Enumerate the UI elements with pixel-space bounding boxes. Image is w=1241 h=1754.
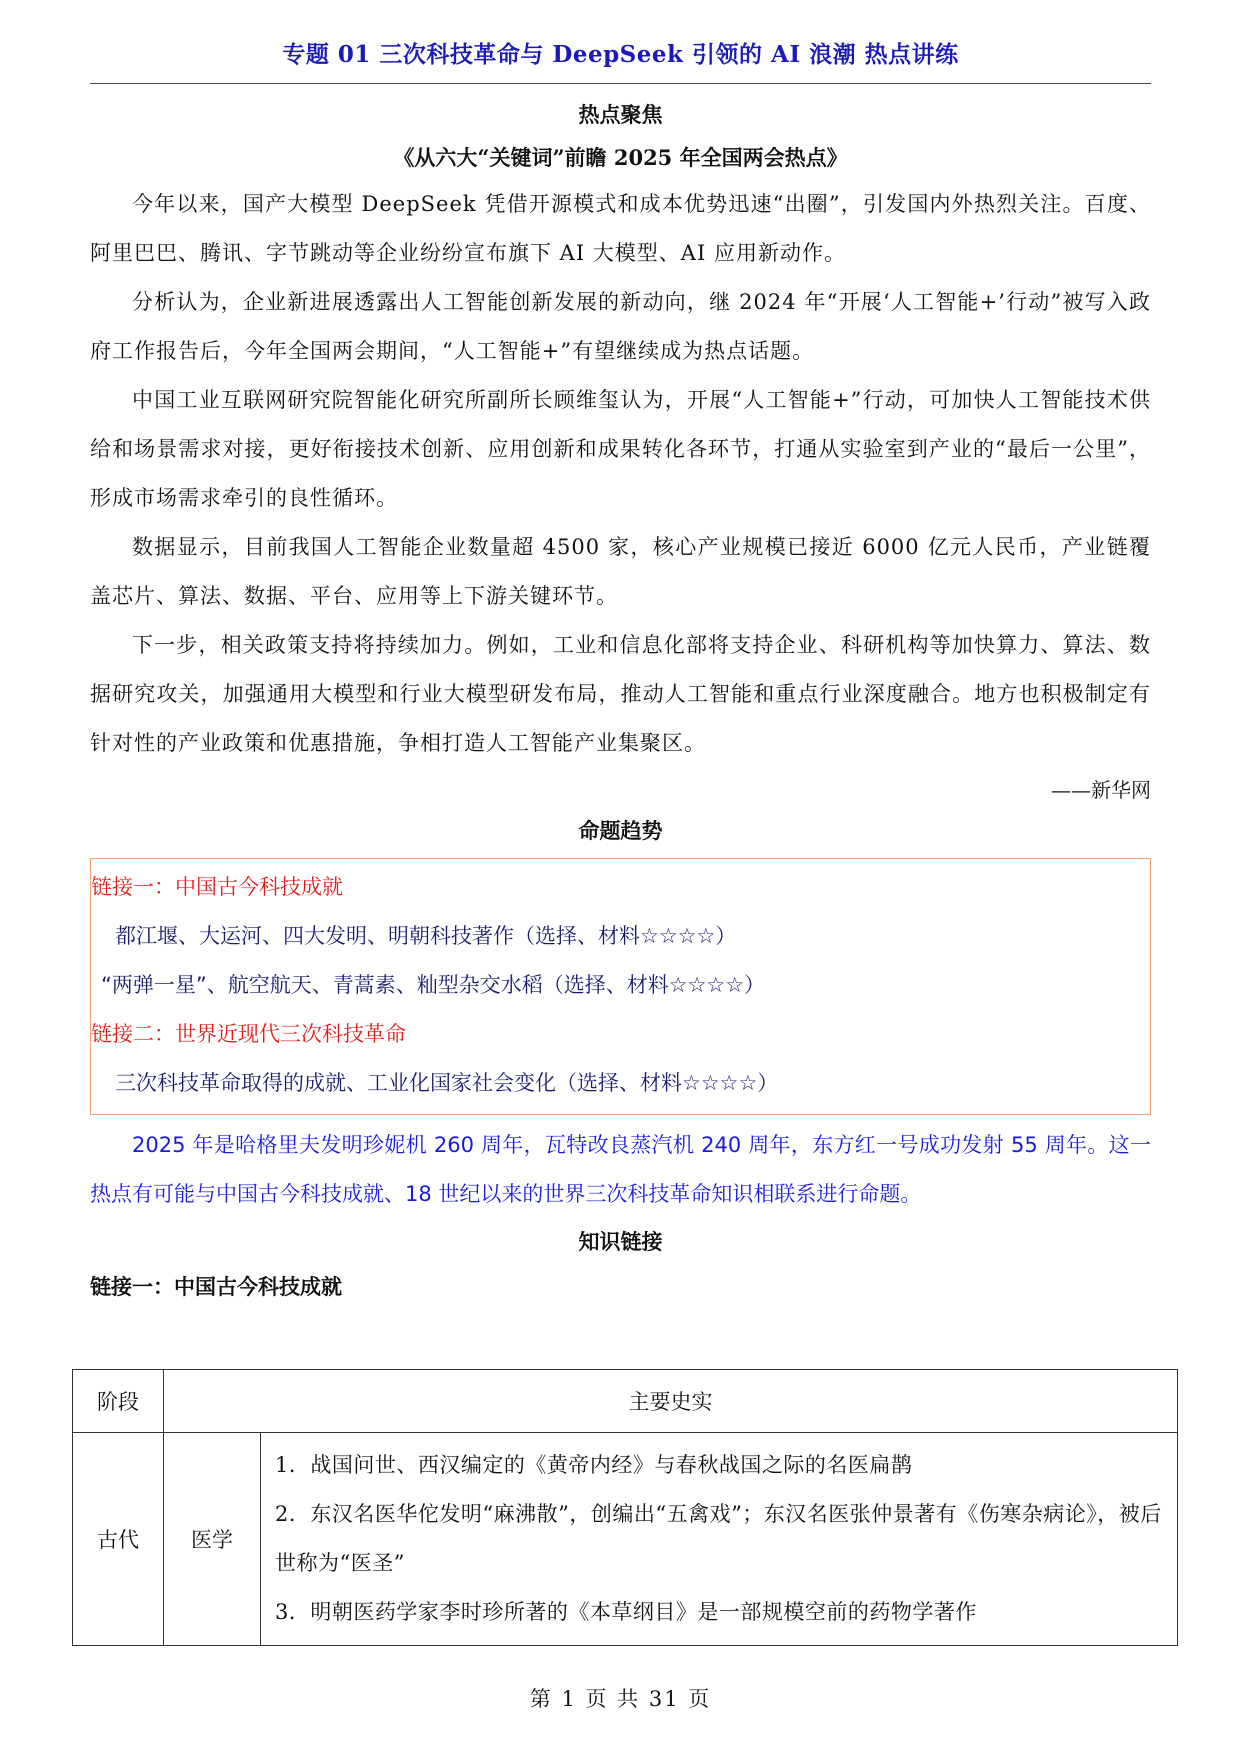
trend-link1-heading: 链接一：中国古今科技成就 [91,875,343,899]
table-header-facts: 主要史实 [164,1370,1178,1433]
table-cell-period: 古代 [73,1433,164,1646]
section-title-trend: 命题趋势 [578,818,663,843]
trend-link2-heading: 链接二：世界近现代三次科技革命 [91,1022,406,1046]
trend-box [90,858,1151,1115]
fact-item: 3．明朝医药学家李时珍所著的《本草纲目》是一部规模空前的药物学著作 [275,1600,977,1624]
knowledge-link1-heading: 链接一：中国古今科技成就 [90,1275,342,1299]
focus-paragraph: 数据显示，目前我国人工智能企业数量超 4500 家，核心产业规模已接近 6000 亿元人民币，产业链覆盖芯片、算法、数据、平台、应用等上下游关键环节。 [90,535,1151,608]
focus-paragraph: 分析认为，企业新进展透露出人工智能创新发展的新动向，继 2024 年“开展‘人工智能+’行动”被写入政府工作报告后，今年全国两会期间，“人工智能+”有望继续成为热点话题。 [90,290,1151,363]
fact-item: 1．战国问世、西汉编定的《黄帝内经》与春秋战国之际的名医扁鹊 [275,1453,913,1477]
trend-link1-item: 都江堰、大运河、四大发明、明朝科技著作（选择、材料☆☆☆☆） [115,924,737,948]
header-divider [90,83,1151,84]
table-header-row [73,1370,1178,1433]
knowledge-table [72,1369,1178,1646]
trend-link1-item: “两弹一星”、航空航天、青蒿素、籼型杂交水稻（选择、材料☆☆☆☆） [101,973,766,997]
table-header-period: 阶段 [73,1370,164,1433]
article-title: 《从六大“关键词”前瞻 2025 年全国两会热点》 [393,145,848,170]
document-body [90,96,1151,1307]
table-cell-category: 医学 [164,1433,261,1646]
focus-paragraph: 今年以来，国产大模型 DeepSeek 凭借开源模式和成本优势迅速“出圈”，引发国内外热烈关注。百度、阿里巴巴、腾讯、字节跳动等企业纷纷宣布旗下 AI 大模型、AI 应用新动作。 [90,192,1151,265]
table-cell-facts [261,1433,1178,1646]
trend-link2-item: 三次科技革命取得的成就、工业化国家社会变化（选择、材料☆☆☆☆） [115,1071,779,1095]
page-header-title: 专题 01 三次科技革命与 DeepSeek 引领的 AI 浪潮 热点讲练 [282,41,959,68]
article-source: ——新华网 [1051,778,1151,802]
section-title-knowledge: 知识链接 [578,1229,663,1254]
table-row [73,1433,1178,1646]
fact-item: 2．东汉名医华佗发明“麻沸散”，创编出“五禽戏”；东汉名医张仲景著有《伤寒杂病论》，被后世称为“医圣” [275,1502,1162,1575]
focus-paragraph: 中国工业互联网研究院智能化研究所副所长顾维玺认为，开展“人工智能+”行动，可加快人工智能技术供给和场景需求对接，更好衔接技术创新、应用创新和成果转化各环节，打通从实验室到产业的“最后一公里”，形成市场需求牵引的良性循环。 [90,388,1151,510]
focus-paragraph: 下一步，相关政策支持将持续加力。例如，工业和信息化部将支持企业、科研机构等加快算力、算法、数据研究攻关，加强通用大模型和行业大模型研发布局，推动人工智能和重点行业深度融合。地方也积极制定有针对性的产业政策和优惠措施，争相打造人工智能产业集聚区。 [90,633,1151,755]
trend-note: 2025 年是哈格里夫发明珍妮机 260 周年，瓦特改良蒸汽机 240 周年，东方红一号成功发射 55 周年。这一热点有可能与中国古今科技成就、18 世纪以来的世界三次科技革命知识相联系进行命题。 [90,1133,1151,1206]
section-title-focus: 热点聚焦 [578,102,663,127]
page-footer: 第 1 页 共 31 页 [529,1687,712,1711]
